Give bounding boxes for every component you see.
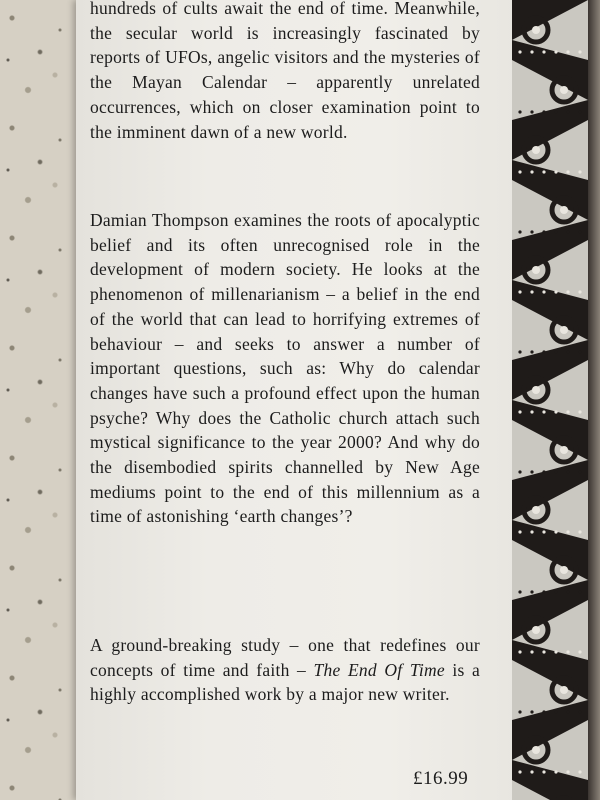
spine-triangle <box>512 780 588 800</box>
spine-speckle <box>530 650 533 653</box>
spine-speckle <box>518 170 521 173</box>
spine-speckle <box>542 170 545 173</box>
spine-speckle <box>542 230 545 233</box>
spine-dot <box>532 506 540 514</box>
spine-speckle <box>578 410 581 413</box>
spine-speckle <box>554 350 557 353</box>
spine-dot <box>532 26 540 34</box>
spine-speckle <box>554 290 557 293</box>
spine-dot <box>560 206 568 214</box>
spine-speckle <box>542 770 545 773</box>
blurb-paragraph-3-start: A ground-breaking study – one that redefines our concepts of time and faith – <box>90 635 480 680</box>
spine-speckle <box>566 50 569 53</box>
spine-speckle <box>566 770 569 773</box>
spine-speckle <box>578 770 581 773</box>
countertop-background <box>0 0 80 800</box>
spine-speckle <box>518 50 521 53</box>
blurb-paragraph-1: hundreds of cults await the end of time. Meanwhile, the secular world is increasingly fascinated by reports of UFOs, angelic visitors and the mysteries of the Mayan Calendar – apparently unrelated occurrences, which on closer examination point to the imminent dawn of a new world. <box>90 0 480 142</box>
spine-speckle <box>542 110 545 113</box>
spine-speckle <box>566 110 569 113</box>
spine-speckle <box>518 350 521 353</box>
spine-speckle <box>554 230 557 233</box>
spine-speckle <box>530 290 533 293</box>
spine-speckle <box>530 350 533 353</box>
spine-dot <box>532 146 540 154</box>
decorative-spine-pattern <box>512 0 588 800</box>
spine-speckle <box>542 410 545 413</box>
spine-speckle <box>518 290 521 293</box>
spine-speckle <box>554 530 557 533</box>
spine-dot <box>532 746 540 754</box>
spine-speckle <box>566 350 569 353</box>
spine-speckle <box>518 110 521 113</box>
spine-speckle <box>566 590 569 593</box>
spine-speckle <box>530 530 533 533</box>
spine-speckle <box>554 470 557 473</box>
blurb-paragraph-3-end: is a highly accomplished work by a major new writer. <box>90 659 480 705</box>
spine-speckle <box>578 290 581 293</box>
spine-speckle <box>530 170 533 173</box>
blurb-paragraph-3 <box>90 633 480 707</box>
spine-speckle <box>518 470 521 473</box>
spine-speckle <box>566 290 569 293</box>
spine-speckle <box>542 470 545 473</box>
spine-speckle <box>566 170 569 173</box>
spine-speckle <box>530 410 533 413</box>
spine-speckle <box>566 410 569 413</box>
spine-speckle <box>578 710 581 713</box>
spine-dot <box>532 626 540 634</box>
spine-speckle <box>578 530 581 533</box>
spine-speckle <box>554 770 557 773</box>
spine-speckle <box>530 230 533 233</box>
spine-speckle <box>566 530 569 533</box>
spine-speckle <box>578 350 581 353</box>
spine-speckle <box>530 50 533 53</box>
spine-speckle <box>518 770 521 773</box>
spine-speckle <box>554 590 557 593</box>
price-label: £16.99 <box>413 768 469 789</box>
spine-speckle <box>578 590 581 593</box>
spine-speckle <box>566 230 569 233</box>
cover-edge <box>588 0 600 800</box>
spine-speckle <box>542 530 545 533</box>
spine-speckle <box>578 170 581 173</box>
spine-speckle <box>578 470 581 473</box>
spine-speckle <box>518 590 521 593</box>
spine-speckle <box>578 50 581 53</box>
spine-speckle <box>518 530 521 533</box>
spine-speckle <box>542 290 545 293</box>
spine-speckle <box>578 650 581 653</box>
spine-speckle <box>530 110 533 113</box>
spine-pattern-graphic <box>512 0 588 800</box>
spine-dot <box>532 386 540 394</box>
spine-speckle <box>566 650 569 653</box>
spine-dot <box>560 566 568 574</box>
spine-dot <box>560 446 568 454</box>
spine-speckle <box>578 230 581 233</box>
spine-speckle <box>554 110 557 113</box>
spine-dot <box>560 326 568 334</box>
spine-speckle <box>554 410 557 413</box>
spine-speckle <box>542 350 545 353</box>
blurb-paragraph-2: Damian Thompson examines the roots of apocalyptic belief and its often unrecognised role in the development of modern society. He looks at the phenomenon of millenarianism – a belief in the end of the world that can lead to horrifying extremes of behaviour – and seeks to answer a number of important questions, such as: Why do calendar changes have such a profound effect upon the human psyche? Why does the Catholic church attach such mystical significance to the year 2000? And why do the disembodied spirits channelled by New Age mediums point to the end of this millennium as a time of astonishing ‘earth changes’? <box>90 210 480 527</box>
spine-speckle <box>530 590 533 593</box>
book-title-italic: The End Of Time <box>313 659 445 680</box>
spine-speckle <box>566 470 569 473</box>
spine-speckle <box>554 710 557 713</box>
spine-speckle <box>530 770 533 773</box>
spine-speckle <box>554 650 557 653</box>
spine-speckle <box>530 710 533 713</box>
spine-speckle <box>542 590 545 593</box>
spine-dot <box>532 266 540 274</box>
spine-dot <box>560 686 568 694</box>
spine-speckle <box>518 230 521 233</box>
spine-speckle <box>554 50 557 53</box>
spine-speckle <box>542 650 545 653</box>
spine-speckle <box>578 110 581 113</box>
spine-speckle <box>554 170 557 173</box>
spine-speckle <box>518 650 521 653</box>
spine-speckle <box>518 710 521 713</box>
spine-speckle <box>542 50 545 53</box>
spine-speckle <box>530 470 533 473</box>
spine-speckle <box>518 410 521 413</box>
spine-dot <box>560 86 568 94</box>
spine-speckle <box>566 710 569 713</box>
spine-speckle <box>542 710 545 713</box>
